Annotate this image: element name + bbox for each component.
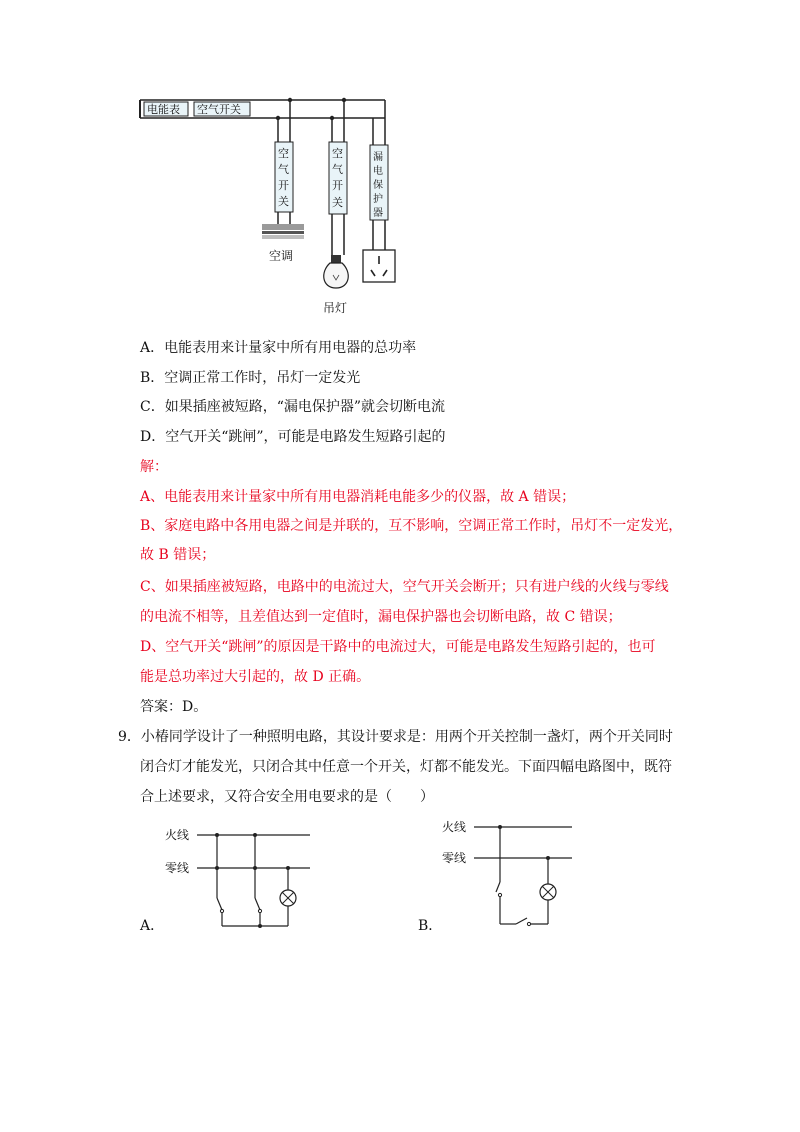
svg-text:火线: 火线 <box>442 820 467 834</box>
svg-text:气: 气 <box>332 163 343 176</box>
lamp-symbol-icon <box>280 890 296 906</box>
svg-text:空: 空 <box>278 147 289 160</box>
svg-text:开: 开 <box>278 179 289 192</box>
svg-text:空: 空 <box>332 147 343 160</box>
solution-line: 能是总功率过大引起的，故 D 正确。 <box>140 669 371 685</box>
pendant-lamp-icon <box>324 255 349 288</box>
lamp-label: 吊灯 <box>323 301 348 315</box>
svg-text:火线: 火线 <box>165 828 190 842</box>
option-b-label: B． <box>418 918 443 934</box>
svg-text:电: 电 <box>373 166 383 177</box>
q8-option-c: C．如果插座被短路，“漏电保护器”就会切断电流 <box>140 399 446 415</box>
q9-stem-line1: 9．小椿同学设计了一种照明电路，其设计要求是：用两个开关控制一盏灯，两个开关同时 <box>118 729 673 745</box>
socket-icon <box>363 250 395 282</box>
svg-text:漏: 漏 <box>373 152 383 163</box>
svg-text:关: 关 <box>278 195 289 208</box>
svg-text:保: 保 <box>373 180 383 191</box>
svg-text:关: 关 <box>332 196 343 209</box>
svg-text:气: 气 <box>278 163 289 176</box>
svg-text:开: 开 <box>332 179 343 192</box>
solution-line: A、电能表用来计量家中所有用电器消耗电能多少的仪器，故 A 错误； <box>140 489 576 505</box>
svg-text:零线: 零线 <box>442 851 467 865</box>
household-circuit-diagram <box>130 90 410 325</box>
solution-line: 故 B 错误； <box>140 547 216 563</box>
q8-answer: 答案：D。 <box>140 699 208 715</box>
q8-option-a: A．电能表用来计量家中所有用电器的总功率 <box>140 340 417 356</box>
main-breaker-label: 空气开关 <box>197 103 241 116</box>
q9-stem-line3: 合上述要求，又符合安全用电要求的是（ ） <box>140 789 434 805</box>
solution-line: B、家庭电路中各用电器之间是并联的，互不影响，空调正常工作时，吊灯不一定发光， <box>140 518 683 534</box>
q9-stem-line2: 闭合灯才能发光，只闭合其中任意一个开关，灯都不能发光。下面四幅电路图中，既符 <box>140 759 672 775</box>
svg-text:零线: 零线 <box>165 861 190 875</box>
svg-text:护: 护 <box>373 194 383 205</box>
svg-text:器: 器 <box>373 208 383 219</box>
solution-line: 的电流不相等，且差值达到一定值时，漏电保护器也会切断电路，故 C 错误； <box>140 609 622 625</box>
meter-label: 电能表 <box>147 103 180 116</box>
q8-option-b: B．空调正常工作时，吊灯一定发光 <box>140 370 361 386</box>
lamp-symbol-icon <box>540 884 556 900</box>
circuit-diagram-b <box>430 812 590 932</box>
solution-title: 解： <box>140 459 168 475</box>
ac-label: 空调 <box>269 249 294 263</box>
circuit-diagram-a <box>155 820 325 935</box>
option-a-label: A． <box>140 918 165 934</box>
air-conditioner-icon <box>262 224 304 239</box>
solution-line: C、如果插座被短路，电路中的电流过大，空气开关会断开；只有进户线的火线与零线 <box>140 579 669 595</box>
solution-line: D、空气开关“跳闸”的原因是干路中的电流过大，可能是电路发生短路引起的，也可 <box>140 639 656 655</box>
q8-option-d: D．空气开关“跳闸”，可能是电路发生短路引起的 <box>140 429 446 445</box>
